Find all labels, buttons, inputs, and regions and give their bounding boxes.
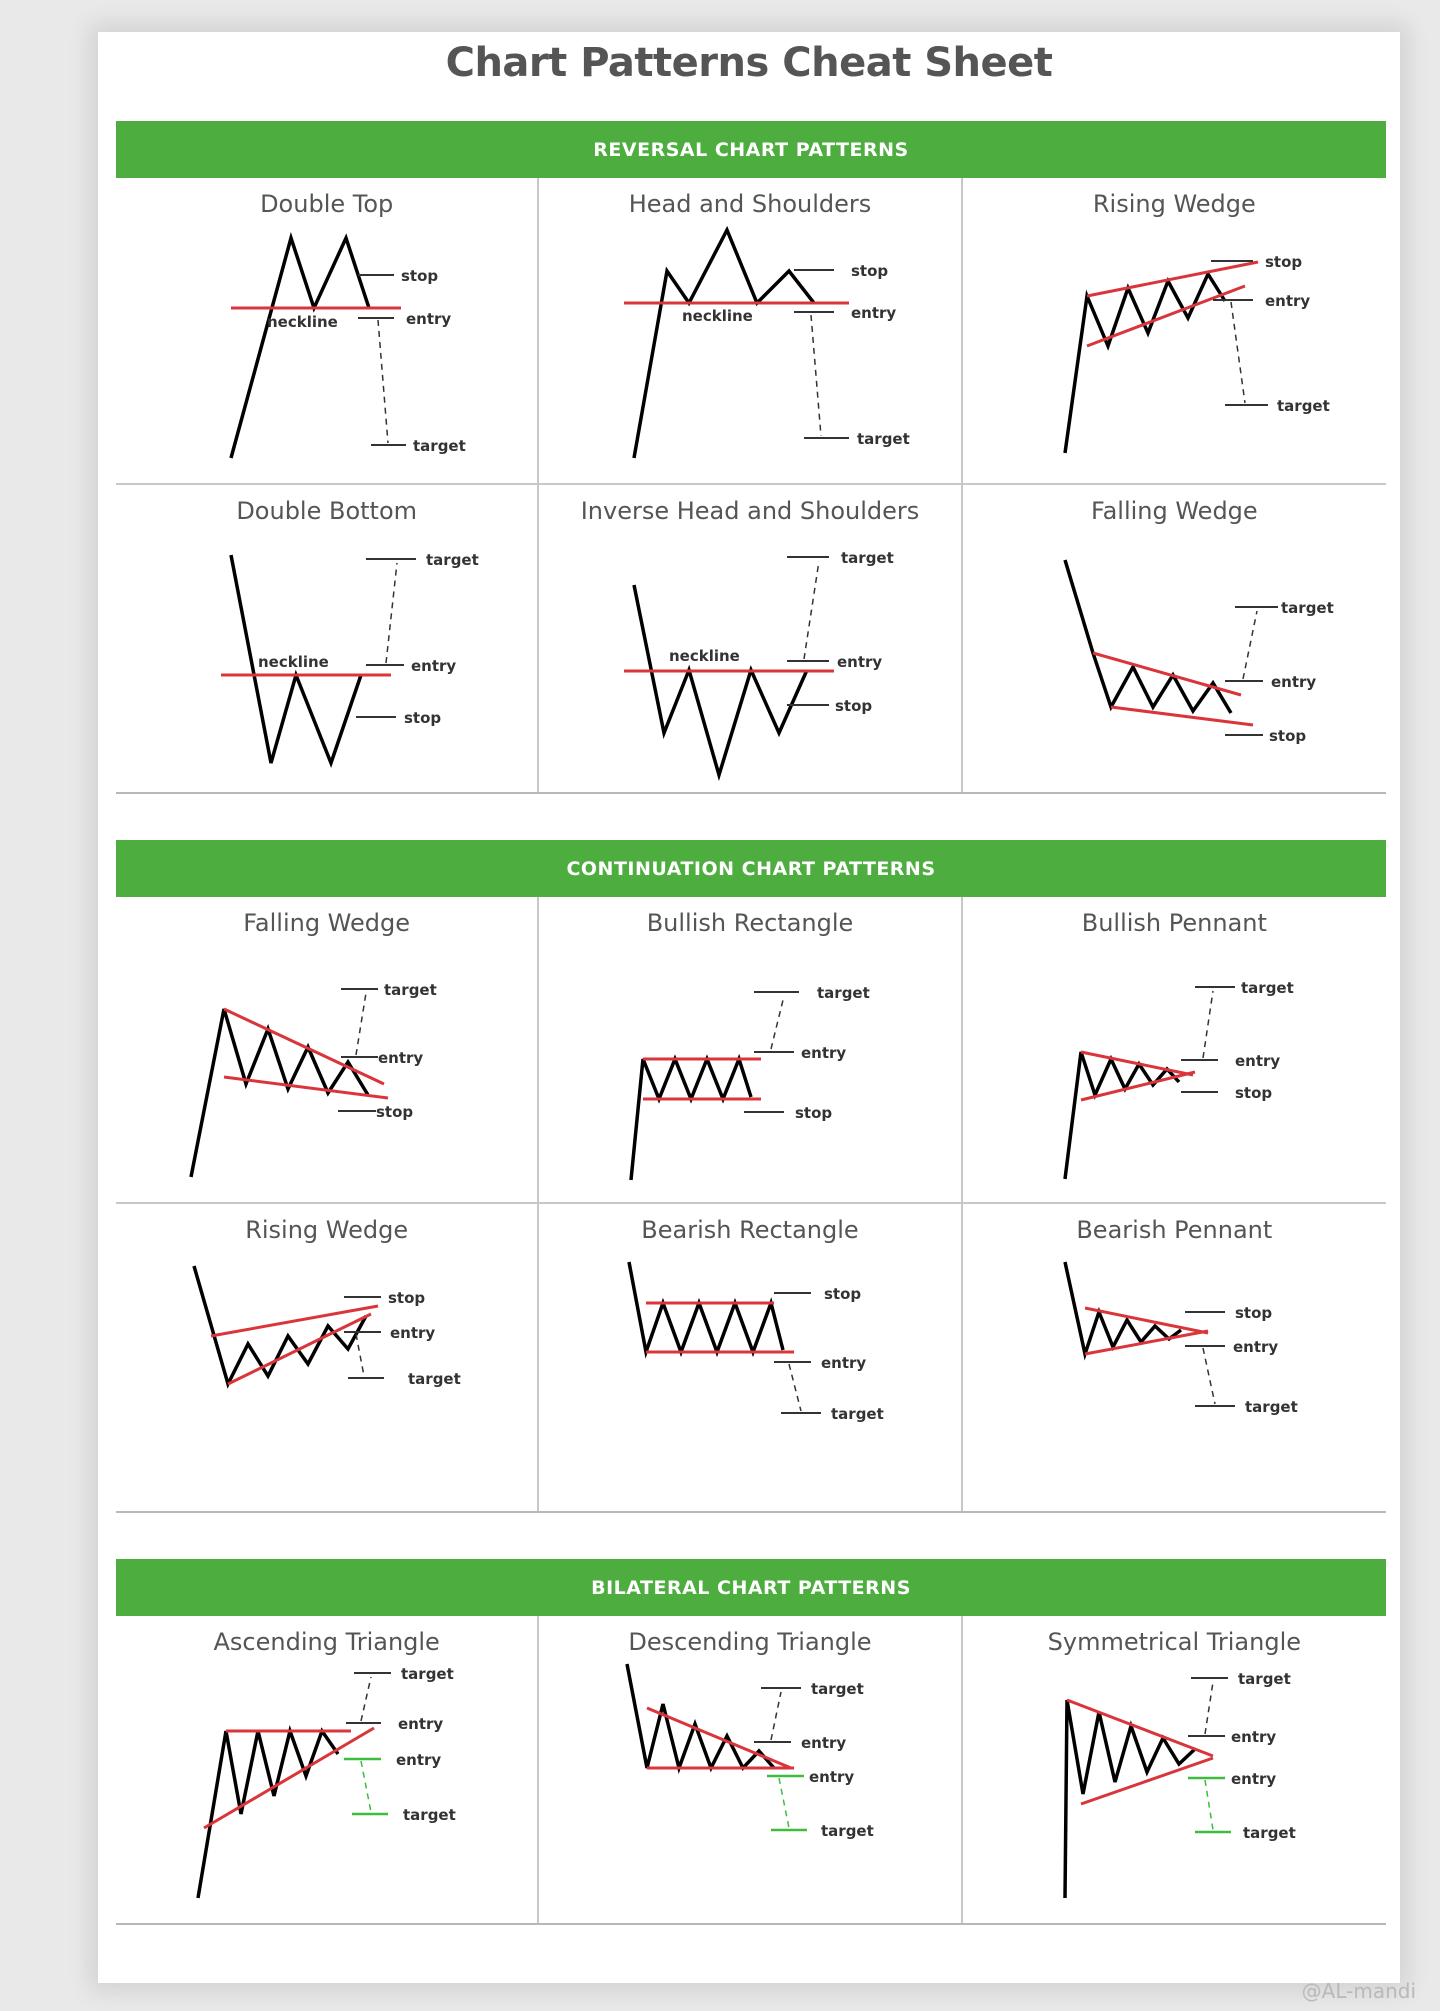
rising-wedge-diagram (963, 178, 1385, 485)
bearish-rectangle-diagram (539, 1204, 961, 1511)
pattern-title: Falling Wedge (1090, 497, 1258, 525)
neckline-label: neckline (669, 647, 741, 665)
stop-label: stop (388, 1289, 426, 1307)
neckline-label: neckline (682, 307, 754, 325)
pattern-double-bottom (116, 485, 539, 792)
rising-wedge-continuation-diagram (116, 1204, 538, 1511)
entry-label: entry (837, 653, 883, 671)
pattern-title: Falling Wedge (243, 909, 411, 937)
stop-label: stop (1234, 1304, 1272, 1322)
target-down-label: target (403, 1806, 456, 1824)
pattern-title: Double Top (260, 190, 394, 218)
entry-label: entry (1232, 1338, 1278, 1356)
target-label: target (1280, 599, 1334, 617)
watermark: @AL-mandi (1301, 1979, 1416, 2003)
pattern-double-top (116, 178, 539, 485)
section-heading-reversal: REVERSAL CHART PATTERNS (116, 121, 1386, 178)
stop-label: stop (404, 709, 442, 727)
entry-label: entry (821, 1354, 867, 1372)
descending-triangle-diagram (539, 1616, 961, 1923)
pattern-head-and-shoulders (539, 178, 962, 485)
entry-label: entry (411, 657, 457, 675)
ascending-triangle-diagram (116, 1616, 538, 1923)
entry-up-label: entry (1230, 1728, 1276, 1746)
pattern-title: Double Bottom (236, 497, 418, 525)
pattern-symmetrical-triangle (963, 1616, 1386, 1923)
pattern-descending-triangle (539, 1616, 962, 1923)
cheat-sheet (98, 32, 1400, 1983)
bullish-pennant-diagram (963, 897, 1385, 1204)
stop-label: stop (851, 262, 889, 280)
neckline-label: neckline (258, 653, 329, 671)
pattern-bearish-pennant (963, 1204, 1386, 1511)
neckline-label: neckline (267, 313, 338, 331)
pattern-bullish-pennant (963, 897, 1386, 1204)
head-and-shoulders-diagram (539, 178, 961, 485)
entry-up-label: entry (398, 1715, 444, 1733)
pattern-title: Rising Wedge (245, 1216, 409, 1244)
target-label: target (413, 437, 466, 455)
entry-down-label: entry (396, 1751, 442, 1769)
pattern-rising-wedge (963, 178, 1386, 485)
falling-wedge-continuation-diagram (116, 897, 538, 1204)
entry-label: entry (390, 1324, 436, 1342)
target-label: target (817, 984, 871, 1002)
double-bottom-diagram (116, 485, 538, 792)
pattern-rising-wedge-continuation (116, 1204, 539, 1511)
entry-label: entry (851, 304, 897, 322)
pattern-title: Ascending Triangle (213, 1628, 440, 1656)
falling-wedge-diagram (963, 485, 1385, 792)
pattern-title: Bullish Pennant (1081, 909, 1267, 937)
pattern-title: Head and Shoulders (628, 190, 872, 218)
pattern-title: Symmetrical Triangle (1047, 1628, 1301, 1656)
bilateral-patterns-grid (116, 1616, 1386, 1925)
inverse-head-and-shoulders-diagram (539, 485, 961, 792)
section-heading-continuation: CONTINUATION CHART PATTERNS (116, 840, 1386, 897)
stop-label: stop (1264, 253, 1302, 271)
bearish-pennant-diagram (963, 1204, 1385, 1511)
target-label: target (408, 1370, 461, 1388)
pattern-ascending-triangle (116, 1616, 539, 1923)
target-label: target (1240, 979, 1294, 997)
target-down-label: target (821, 1822, 875, 1840)
pattern-title: Bearish Pennant (1076, 1216, 1273, 1244)
entry-label: entry (1270, 673, 1316, 691)
pattern-title: Bullish Rectangle (646, 909, 854, 937)
entry-label: entry (378, 1049, 424, 1067)
entry-label: entry (406, 310, 452, 328)
pattern-inverse-head-and-shoulders (539, 485, 962, 792)
stop-label: stop (401, 267, 439, 285)
target-label: target (426, 551, 479, 569)
symmetrical-triangle-diagram (963, 1616, 1385, 1923)
target-label: target (857, 430, 911, 448)
pattern-title: Rising Wedge (1092, 190, 1256, 218)
bullish-rectangle-diagram (539, 897, 961, 1204)
entry-down-label: entry (809, 1768, 855, 1786)
stop-label: stop (1268, 727, 1306, 745)
target-label: target (1276, 397, 1330, 415)
entry-label: entry (1234, 1052, 1280, 1070)
target-down-label: target (1242, 1824, 1296, 1842)
double-top-diagram (116, 178, 538, 485)
continuation-patterns-grid (116, 897, 1386, 1513)
pattern-falling-wedge (963, 485, 1386, 792)
target-label: target (841, 549, 895, 567)
entry-label: entry (1264, 292, 1310, 310)
entry-down-label: entry (1230, 1770, 1276, 1788)
section-heading-bilateral: BILATERAL CHART PATTERNS (116, 1559, 1386, 1616)
target-up-label: target (1237, 1670, 1291, 1688)
target-up-label: target (811, 1680, 865, 1698)
pattern-falling-wedge-continuation (116, 897, 539, 1204)
stop-label: stop (824, 1285, 862, 1303)
pattern-bullish-rectangle (539, 897, 962, 1204)
target-label: target (384, 981, 437, 999)
entry-label: entry (801, 1044, 847, 1062)
stop-label: stop (376, 1103, 414, 1121)
stop-label: stop (795, 1104, 833, 1122)
pattern-title: Inverse Head and Shoulders (580, 497, 920, 525)
target-up-label: target (401, 1665, 454, 1683)
stop-label: stop (1234, 1084, 1272, 1102)
entry-up-label: entry (801, 1734, 847, 1752)
target-label: target (1244, 1398, 1298, 1416)
page-title: Chart Patterns Cheat Sheet (445, 40, 1053, 86)
target-label: target (831, 1405, 885, 1423)
pattern-bearish-rectangle (539, 1204, 962, 1511)
stop-label: stop (835, 697, 873, 715)
reversal-patterns-grid (116, 178, 1386, 794)
pattern-title: Bearish Rectangle (641, 1216, 859, 1244)
pattern-title: Descending Triangle (628, 1628, 872, 1656)
